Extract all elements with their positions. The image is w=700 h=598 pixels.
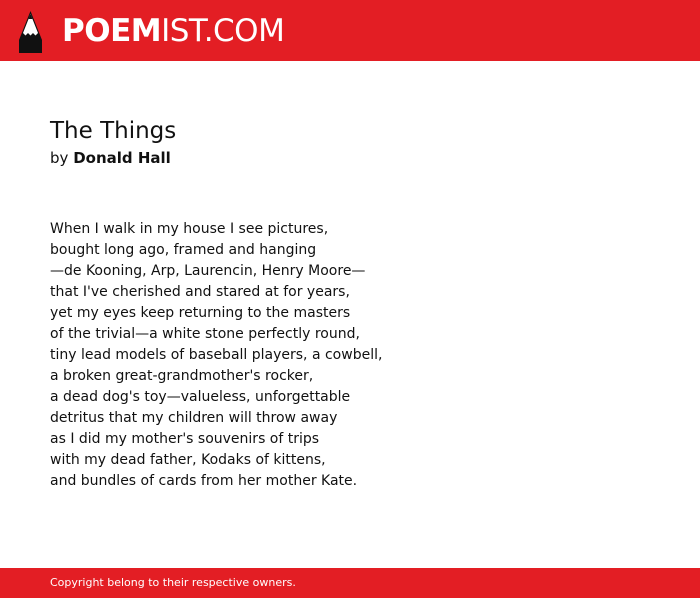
poem-line: bought long ago, framed and hanging [50, 242, 317, 258]
poem-title: The Things [50, 118, 177, 144]
poem-line: —de Kooning, Arp, Laurencin, Henry Moore— [50, 263, 366, 279]
author-link[interactable]: Donald Hall [73, 149, 171, 167]
site-logo-text [62, 9, 284, 53]
poem-line: tiny lead models of baseball players, a cowbell, [50, 347, 383, 363]
poem-line: detritus that my children will throw away [50, 410, 338, 426]
poem-line: When I walk in my house I see pictures, [50, 221, 329, 237]
byline-prefix: by [50, 149, 69, 167]
site-logo-link[interactable] [18, 9, 284, 53]
pencil-tip-icon [18, 10, 43, 53]
site-header [0, 0, 700, 61]
poem-body [50, 219, 382, 492]
poem-line: yet my eyes keep returning to the masters [50, 305, 351, 321]
poem-line: as I did my mother's souvenirs of trips [50, 431, 320, 447]
poem-byline [50, 148, 171, 169]
poem-line: that I've cherished and stared at for years, [50, 284, 350, 300]
poem-line: and bundles of cards from her mother Kate. [50, 473, 358, 489]
copyright-notice: Copyright belong to their respective owners. [50, 576, 296, 589]
poem-line: of the trivial—a white stone perfectly round, [50, 326, 360, 342]
poem-line: with my dead father, Kodaks of kittens, [50, 452, 326, 468]
site-footer [0, 568, 700, 598]
poem-line: a broken great-grandmother's rocker, [50, 368, 314, 384]
logo-bold-text: POEM [62, 13, 162, 49]
logo-light-text: IST.COM [161, 13, 285, 49]
poem-line: a dead dog's toy—valueless, unforgettable [50, 389, 351, 405]
